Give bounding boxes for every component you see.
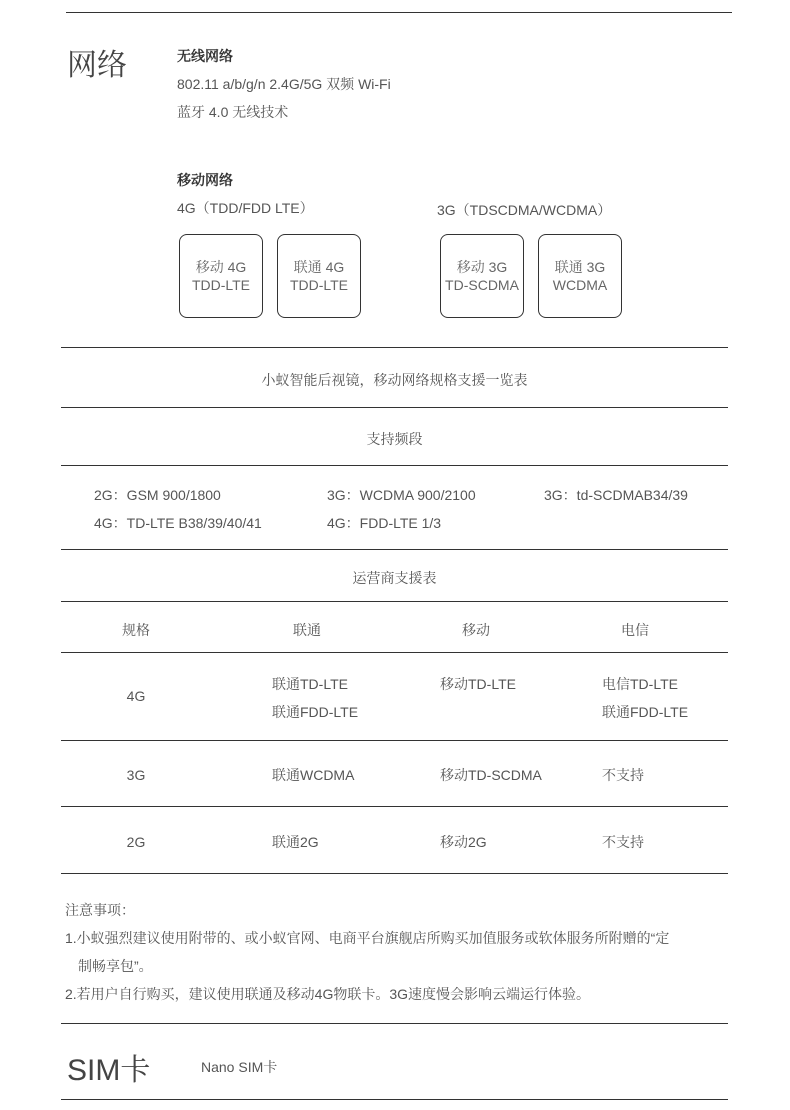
divider xyxy=(61,652,728,653)
header-telecom: 电信 xyxy=(621,622,649,638)
table-top-divider xyxy=(61,347,728,348)
divider xyxy=(61,407,728,408)
network-heading: 网络 xyxy=(67,49,127,82)
table-row-3g-mobile xyxy=(440,761,542,789)
table-bottom-divider xyxy=(61,873,728,874)
mobile-title: 移动网络 xyxy=(177,172,233,188)
network-box-unicom-4g xyxy=(277,234,361,318)
header-mobile: 移动 xyxy=(462,622,490,638)
cell-line: 不支持 xyxy=(602,767,644,783)
band-4g-fddlte: 4G：FDD-LTE 1/3 xyxy=(327,515,442,531)
cell-line: 移动2G xyxy=(440,834,487,850)
divider xyxy=(61,806,728,807)
note-item-2: 2.若用户自行购买，建议使用联通及移动4G物联卡。3G速度慢会影响云端运行体验。 xyxy=(65,986,591,1002)
box-line1: 联通 3G xyxy=(554,259,606,275)
box-line2: TDD-LTE xyxy=(191,277,251,293)
divider xyxy=(61,465,728,466)
header-unicom: 联通 xyxy=(293,622,321,638)
band-3g-wcdma: 3G：WCDMA 900/2100 xyxy=(327,487,476,503)
cell-line: 联通2G xyxy=(272,834,319,850)
table-row-2g-spec: 2G xyxy=(126,834,146,850)
box-line2: TD-SCDMA xyxy=(445,277,519,293)
table-row-4g-telecom xyxy=(602,670,688,726)
notes-title: 注意事项： xyxy=(65,902,135,918)
box-line1: 移动 3G xyxy=(456,259,508,275)
top-divider xyxy=(66,12,732,13)
table-row-3g-spec: 3G xyxy=(126,767,146,783)
wireless-line-wifi: 802.11 a/b/g/n 2.4G/5G 双频 Wi-Fi xyxy=(177,76,391,92)
table-row-2g-telecom xyxy=(602,828,644,856)
note-item-1: 1.小蚁强烈建议使用附带的、或小蚁官网、电商平台旗舰店所购买加值服务或软体服务所附赠的“定 xyxy=(65,930,670,946)
spec-table-title: 小蚁智能后视镜，移动网络规格支援一览表 xyxy=(261,372,528,388)
sim-heading: SIM卡 xyxy=(67,1054,151,1087)
wireless-title: 无线网络 xyxy=(177,48,233,64)
cell-line: 联通FDD-LTE xyxy=(602,704,689,720)
table-row-2g-unicom xyxy=(272,828,319,856)
table-row-4g-spec: 4G xyxy=(126,688,146,704)
box-line1: 移动 4G xyxy=(195,259,247,275)
divider xyxy=(61,740,728,741)
cell-line: 联通TD-LTE xyxy=(272,676,348,692)
cell-line: 联通WCDMA xyxy=(272,767,355,783)
divider xyxy=(61,549,728,550)
cell-line: 电信TD-LTE xyxy=(602,676,678,692)
table-row-3g-unicom xyxy=(272,761,354,789)
table-row-3g-telecom xyxy=(602,761,644,789)
box-line2: WCDMA xyxy=(552,277,608,293)
cell-line: 联通FDD-LTE xyxy=(272,704,359,720)
cell-line: 移动TD-SCDMA xyxy=(440,767,542,783)
bands-title: 支持频段 xyxy=(366,431,423,447)
group-4g-label: 4G（TDD/FDD LTE） xyxy=(177,200,314,216)
header-spec: 规格 xyxy=(122,622,150,638)
band-4g-tdlte: 4G：TD-LTE B38/39/40/41 xyxy=(94,515,262,531)
network-box-unicom-3g xyxy=(538,234,622,318)
carrier-title: 运营商支援表 xyxy=(352,570,437,586)
table-row-4g-unicom xyxy=(272,670,358,726)
wireless-line-bluetooth: 蓝牙 4.0 无线技术 xyxy=(177,104,289,120)
table-row-2g-mobile xyxy=(440,828,487,856)
divider xyxy=(61,1023,728,1024)
sim-value: Nano SIM卡 xyxy=(201,1059,278,1075)
box-line2: TDD-LTE xyxy=(289,277,349,293)
bottom-divider xyxy=(61,1099,728,1100)
network-box-mobile-4g xyxy=(179,234,263,318)
table-row-4g-mobile xyxy=(440,670,516,698)
divider xyxy=(61,601,728,602)
band-2g-gsm: 2G：GSM 900/1800 xyxy=(94,487,221,503)
note-item-1-cont: 制畅享包”。 xyxy=(78,958,153,974)
group-3g-label: 3G（TDSCDMA/WCDMA） xyxy=(437,202,612,218)
band-3g-tdscdma: 3G：td-SCDMAB34/39 xyxy=(544,487,688,503)
network-box-mobile-3g xyxy=(440,234,524,318)
box-line1: 联通 4G xyxy=(293,259,345,275)
cell-line: 不支持 xyxy=(602,834,644,850)
cell-line: 移动TD-LTE xyxy=(440,676,516,692)
